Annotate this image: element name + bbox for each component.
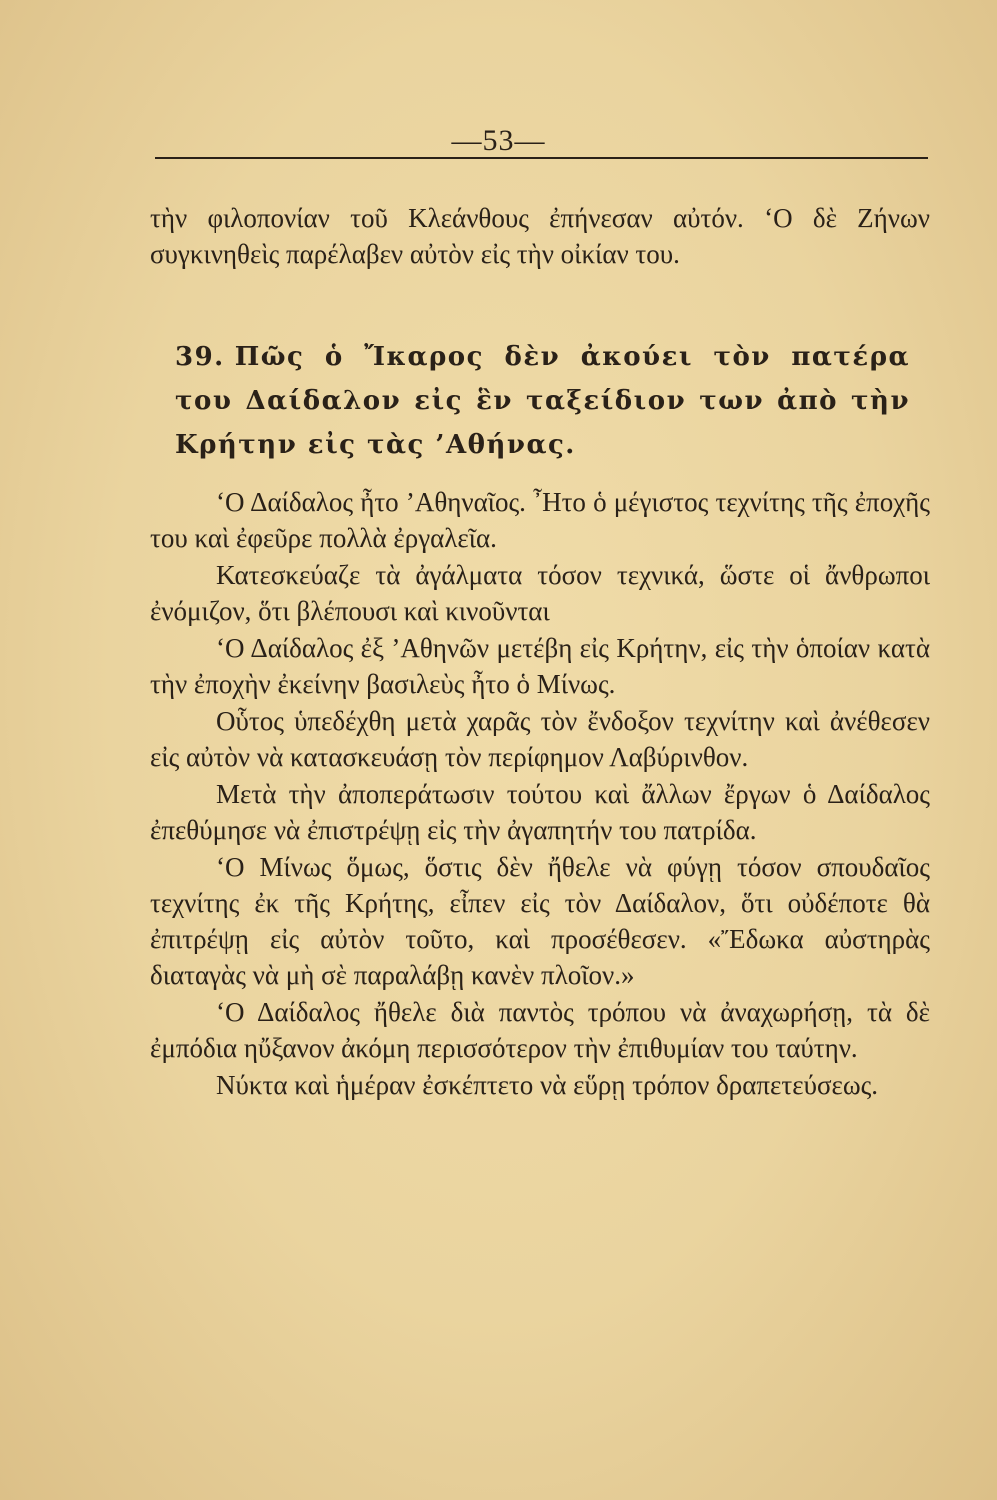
body-text (150, 484, 930, 1104)
paragraph: ‘Ο Δαίδαλος ἐξ ’Αθηνῶν μετέβη εἰς Κρήτην, εἰς τὴν ὁποίαν κατὰ τὴν ἐποχὴν ἐκείνην βασιλεὺς ἦτο ὁ Μίνως. (150, 633, 930, 699)
opening-paragraph (150, 200, 930, 272)
section-title: Πῶς ὁ Ἴκαρος δὲν ἀκούει τὸν πατέρα του Δαίδαλον εἰς ἓν ταξείδιον των ἀπὸ τὴν Κρήτην εἰς τὰς ’Αθήνας. (175, 342, 910, 460)
header-rule (155, 157, 928, 159)
page-number: —53— (451, 124, 546, 157)
paragraph: Νύκτα καὶ ἡμέραν ἐσκέπτετο νὰ εὕρῃ τρόπον δραπετεύσεως. (216, 1070, 879, 1100)
paragraph: Κατεσκεύαζε τὰ ἀγάλματα τόσον τεχνικά, ὥστε οἱ ἄνθρωποι ἐνόμιζον, ὅτι βλέπουσι καὶ κινοῦνται (150, 560, 930, 626)
paragraph: ‘Ο Δαίδαλος ἦτο ’Αθηναῖος. ῏Ητο ὁ μέγιστος τεχνίτης τῆς ἐποχῆς του καὶ ἐφεῦρε πολλὰ ἐργαλεῖα. (150, 487, 930, 553)
section-number: 39. (175, 342, 225, 372)
paragraph: ‘Ο Μίνως ὅμως, ὅστις δὲν ἤθελε νὰ φύγῃ τόσον σπουδαῖος τεχνίτης ἐκ τῆς Κρήτης, εἶπεν εἰς τὸν Δαίδαλον, ὅτι οὐδέποτε θὰ ἐπιτρέψῃ εἰς αὐτὸν τοῦτο, καὶ προσέθεσεν. «Ἔδωκα αὐστηρὰς διαταγὰς νὰ μὴ σὲ παραλάβῃ κανὲν πλοῖον.» (150, 852, 930, 990)
paragraph: ‘Ο Δαίδαλος ἤθελε διὰ παντὸς τρόπου νὰ ἀναχωρήσῃ, τὰ δὲ ἐμπόδια ηὔξανον ἀκόμη περισσότερον τὴν ἐπιθυμίαν του ταύτην. (150, 997, 930, 1063)
section-heading (175, 335, 910, 467)
opening-text: τὴν φιλοπονίαν τοῦ Κλεάνθους ἐπήνεσαν αὐτόν. ‘Ο δὲ Ζήνων συγκινηθεὶς παρέλαβεν αὐτὸν εἰς τὴν οἰκίαν του. (150, 203, 930, 269)
paragraph: Μετὰ τὴν ἀποπεράτωσιν τούτου καὶ ἄλλων ἔργων ὁ Δαίδαλος ἐπεθύμησε νὰ ἐπιστρέψῃ εἰς τὴν ἀγαπητήν του πατρίδα. (150, 779, 930, 845)
paragraph: Οὗτος ὑπεδέχθη μετὰ χαρᾶς τὸν ἔνδοξον τεχνίτην καὶ ἀνέθεσεν εἰς αὐτὸν νὰ κατασκευάσῃ τὸν περίφημον Λαβύρινθον. (150, 706, 930, 772)
